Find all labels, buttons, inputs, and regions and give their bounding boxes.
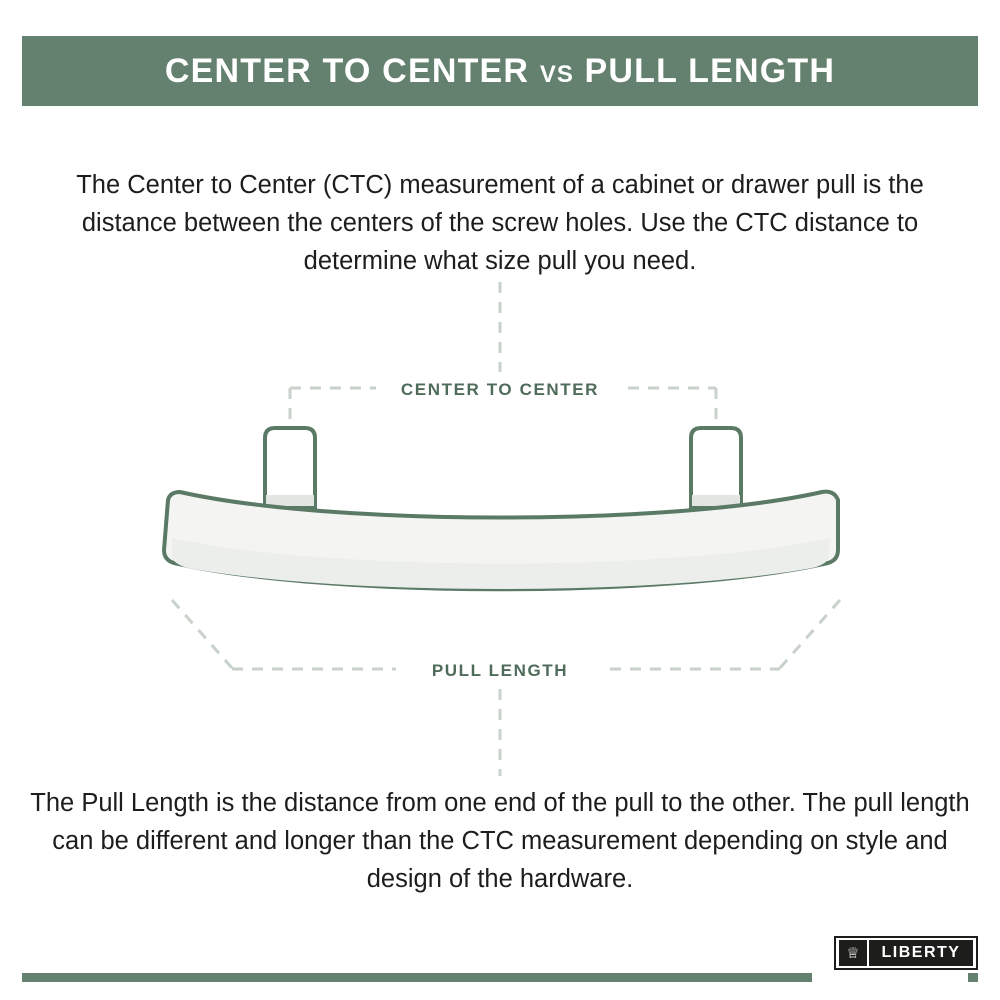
ctc-dimension-label: CENTER TO CENTER [391,380,609,400]
cabinet-pull-body [164,492,838,590]
page-title [165,52,835,91]
page-title-vs: VS [539,60,574,88]
header-banner [22,36,978,106]
page-title-part-1: CENTER TO CENTER [164,51,530,90]
pull-diagram [0,280,1000,780]
footer-accent-bar-end [968,973,978,982]
brand-logo [834,936,978,970]
eagle-icon: ♕ [839,940,867,966]
pull-length-dimension-lines [172,600,840,776]
left-screw-post-shadow [266,495,314,506]
footer-accent-bar [22,973,812,982]
brand-logo-text: LIBERTY [869,940,973,966]
page-title-part-2: PULL LENGTH [584,51,836,90]
pull-length-dimension-label: PULL LENGTH [422,661,578,681]
bottom-description: The Pull Length is the distance from one end of the pull to the other. The pull length can be different and longer than the CTC measurement depending on style and design of the hardware. [30,789,970,893]
top-description: The Center to Center (CTC) measurement of a cabinet or drawer pull is the distance between the centers of the screw holes. Use the CTC distance to determine what size pull you need. [76,171,924,275]
ctc-dimension-lines [290,282,716,452]
